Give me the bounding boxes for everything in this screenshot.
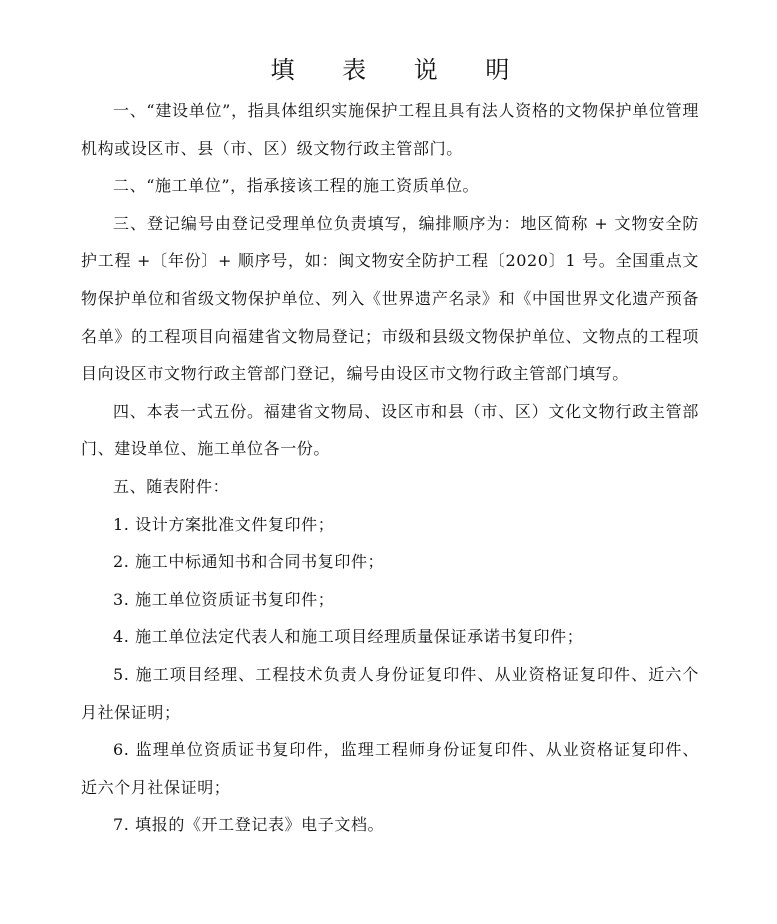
attachment-item-7: 7. 填报的《开工登记表》电子文档。	[113, 815, 385, 835]
attachment-item-4: 4. 施工单位法定代表人和施工项目经理质量保证承诺书复印件；	[113, 627, 584, 647]
attachment-item-3: 3. 施工单位资质证书复印件；	[113, 589, 335, 609]
attachment-item-2: 2. 施工中标通知书和合同书复印件；	[113, 552, 385, 572]
attachment-item-5: 5. 施工项目经理、工程技术负责人身份证复印件、从业资格证复印件、近六个月社保证明；	[81, 664, 699, 722]
paragraph-construction-unit: 一、“建设单位”，指具体组织实施保护工程且具有法人资格的文物保护单位管理机构或设区市、县（市、区）级文物行政主管部门。	[81, 101, 699, 158]
paragraph-registration-number: 三、登记编号由登记受理单位负责填写，编排顺序为：地区简称 + 文物安全防护工程 +〔年份〕+ 顺序号，如：闽文物安全防护工程〔2020〕1 号。全国重点文物保护单位和省级文物保护单位、列入《世界遗产名录》和《中国世界文化遗产预备名单》的工程项目向福建省文物局登记；市级和县级文物保护单位、文物点的工程项目向设区市文物行政主管部门登记，编号由设区市文物行政主管部门填写。	[81, 213, 699, 384]
paragraph-copies: 四、本表一式五份。福建省文物局、设区市和县（市、区）文化文物行政主管部门、建设单位、施工单位各一份。	[81, 401, 699, 459]
attachment-item-1: 1. 设计方案批准文件复印件；	[113, 514, 335, 534]
paragraph-attachments-heading: 五、随表附件：	[113, 476, 230, 496]
page-title: 填 表 说 明	[270, 56, 530, 84]
paragraph-contractor-unit: 二、“施工单位”，指承接该工程的施工资质单位。	[113, 176, 480, 196]
attachment-item-6: 6. 监理单位资质证书复印件，监理工程师身份证复印件、从业资格证复印件、近六个月社保证明；	[81, 740, 699, 797]
